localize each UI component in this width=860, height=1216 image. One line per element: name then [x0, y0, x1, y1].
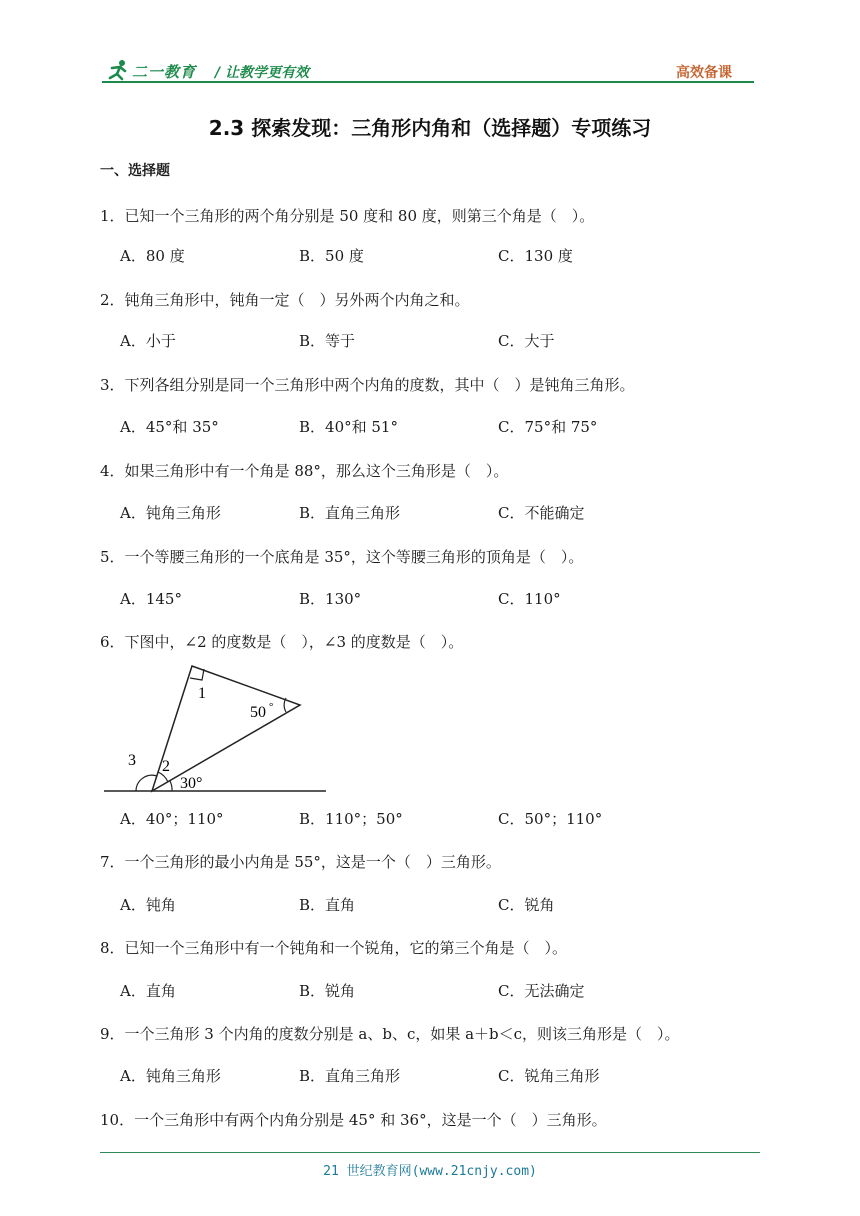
q6-option-b[interactable]: B．110°；50°: [299, 810, 403, 828]
q7-option-c[interactable]: C．锐角: [498, 896, 555, 914]
header-divider: [102, 81, 754, 83]
q2-option-c[interactable]: C．大于: [498, 332, 555, 350]
triangle: [152, 666, 300, 791]
q3-option-c[interactable]: C．75°和 75°: [498, 418, 598, 436]
brand-name: 二一教育: [132, 63, 197, 81]
question-5: 5．一个等腰三角形的一个底角是 35°，这个等腰三角形的顶角是（ ）。: [100, 548, 584, 566]
footer-divider: [100, 1152, 760, 1153]
question-1: 1．已知一个三角形的两个角分别是 50 度和 80 度，则第三个角是（ ）。: [100, 207, 595, 225]
label-3: 3: [128, 752, 136, 769]
q3-option-a[interactable]: A．45°和 35°: [120, 418, 219, 436]
q1-option-a[interactable]: A．80 度: [120, 247, 185, 265]
question-7: 7．一个三角形的最小内角是 55°，这是一个（ ）三角形。: [100, 853, 501, 871]
q1-option-c[interactable]: C．130 度: [498, 247, 573, 265]
section-heading: 一、选择题: [100, 163, 170, 179]
q3-option-b[interactable]: B．40°和 51°: [299, 418, 398, 436]
q5-option-a[interactable]: A．145°: [120, 590, 182, 608]
q4-option-c[interactable]: C．不能确定: [498, 504, 585, 522]
question-9: 9．一个三角形 3 个内角的度数分别是 a、b、c，如果 a＋b＜c，则该三角形是（ ）。: [100, 1025, 680, 1043]
q2-option-a[interactable]: A．小于: [120, 332, 176, 350]
angle-30-label: 30°: [180, 775, 203, 792]
q9-option-c[interactable]: C．锐角三角形: [498, 1067, 600, 1085]
q4-option-a[interactable]: A．钝角三角形: [120, 504, 221, 522]
q5-option-b[interactable]: B．130°: [299, 590, 362, 608]
page-title: 2.3 探索发现：三角形内角和（选择题）专项练习: [208, 116, 652, 140]
q7-option-a[interactable]: A．钝角: [120, 896, 176, 914]
q1-option-b[interactable]: B．50 度: [299, 247, 364, 265]
question-10: 10．一个三角形中有两个内角分别是 45° 和 36°，这是一个（ ）三角形。: [100, 1111, 607, 1129]
q9-option-a[interactable]: A．钝角三角形: [120, 1067, 221, 1085]
right-angle-mark: [190, 669, 204, 680]
q8-option-a[interactable]: A．直角: [120, 982, 176, 1000]
q5-option-c[interactable]: C．110°: [498, 590, 561, 608]
q4-option-b[interactable]: B．直角三角形: [299, 504, 401, 522]
question-8: 8．已知一个三角形中有一个钝角和一个锐角，它的第三个角是（ ）。: [100, 939, 568, 957]
label-1: 1: [198, 685, 206, 702]
question-6: 6．下图中，∠2 的度数是（ ），∠3 的度数是（ ）。: [100, 633, 464, 651]
header-slogan: / 让教学更有效: [215, 65, 309, 81]
q6-option-a[interactable]: A．40°；110°: [120, 810, 224, 828]
q8-option-c[interactable]: C．无法确定: [498, 982, 585, 1000]
q7-option-b[interactable]: B．直角: [299, 896, 356, 914]
angle-30-arc: [170, 781, 172, 791]
q6-option-c[interactable]: C．50°；110°: [498, 810, 603, 828]
label-2: 2: [162, 758, 170, 775]
q2-option-b[interactable]: B．等于: [299, 332, 356, 350]
angle-50-degree: °: [269, 701, 274, 713]
question-4: 4．如果三角形中有一个角是 88°，那么这个三角形是（ ）。: [100, 462, 509, 480]
question-3: 3．下列各组分别是同一个三角形中两个内角的度数，其中（ ）是钝角三角形。: [100, 376, 635, 394]
question-2: 2．钝角三角形中，钝角一定（ ）另外两个内角之和。: [100, 291, 470, 309]
q9-option-b[interactable]: B．直角三角形: [299, 1067, 401, 1085]
triangle-figure: [100, 658, 330, 798]
q8-option-b[interactable]: B．锐角: [299, 982, 356, 1000]
angle-50-label: 50: [250, 704, 266, 721]
footer-text: 21 世纪教育网(www.21cnjy.com): [323, 1164, 537, 1179]
header-right-label: 高效备课: [676, 65, 732, 81]
